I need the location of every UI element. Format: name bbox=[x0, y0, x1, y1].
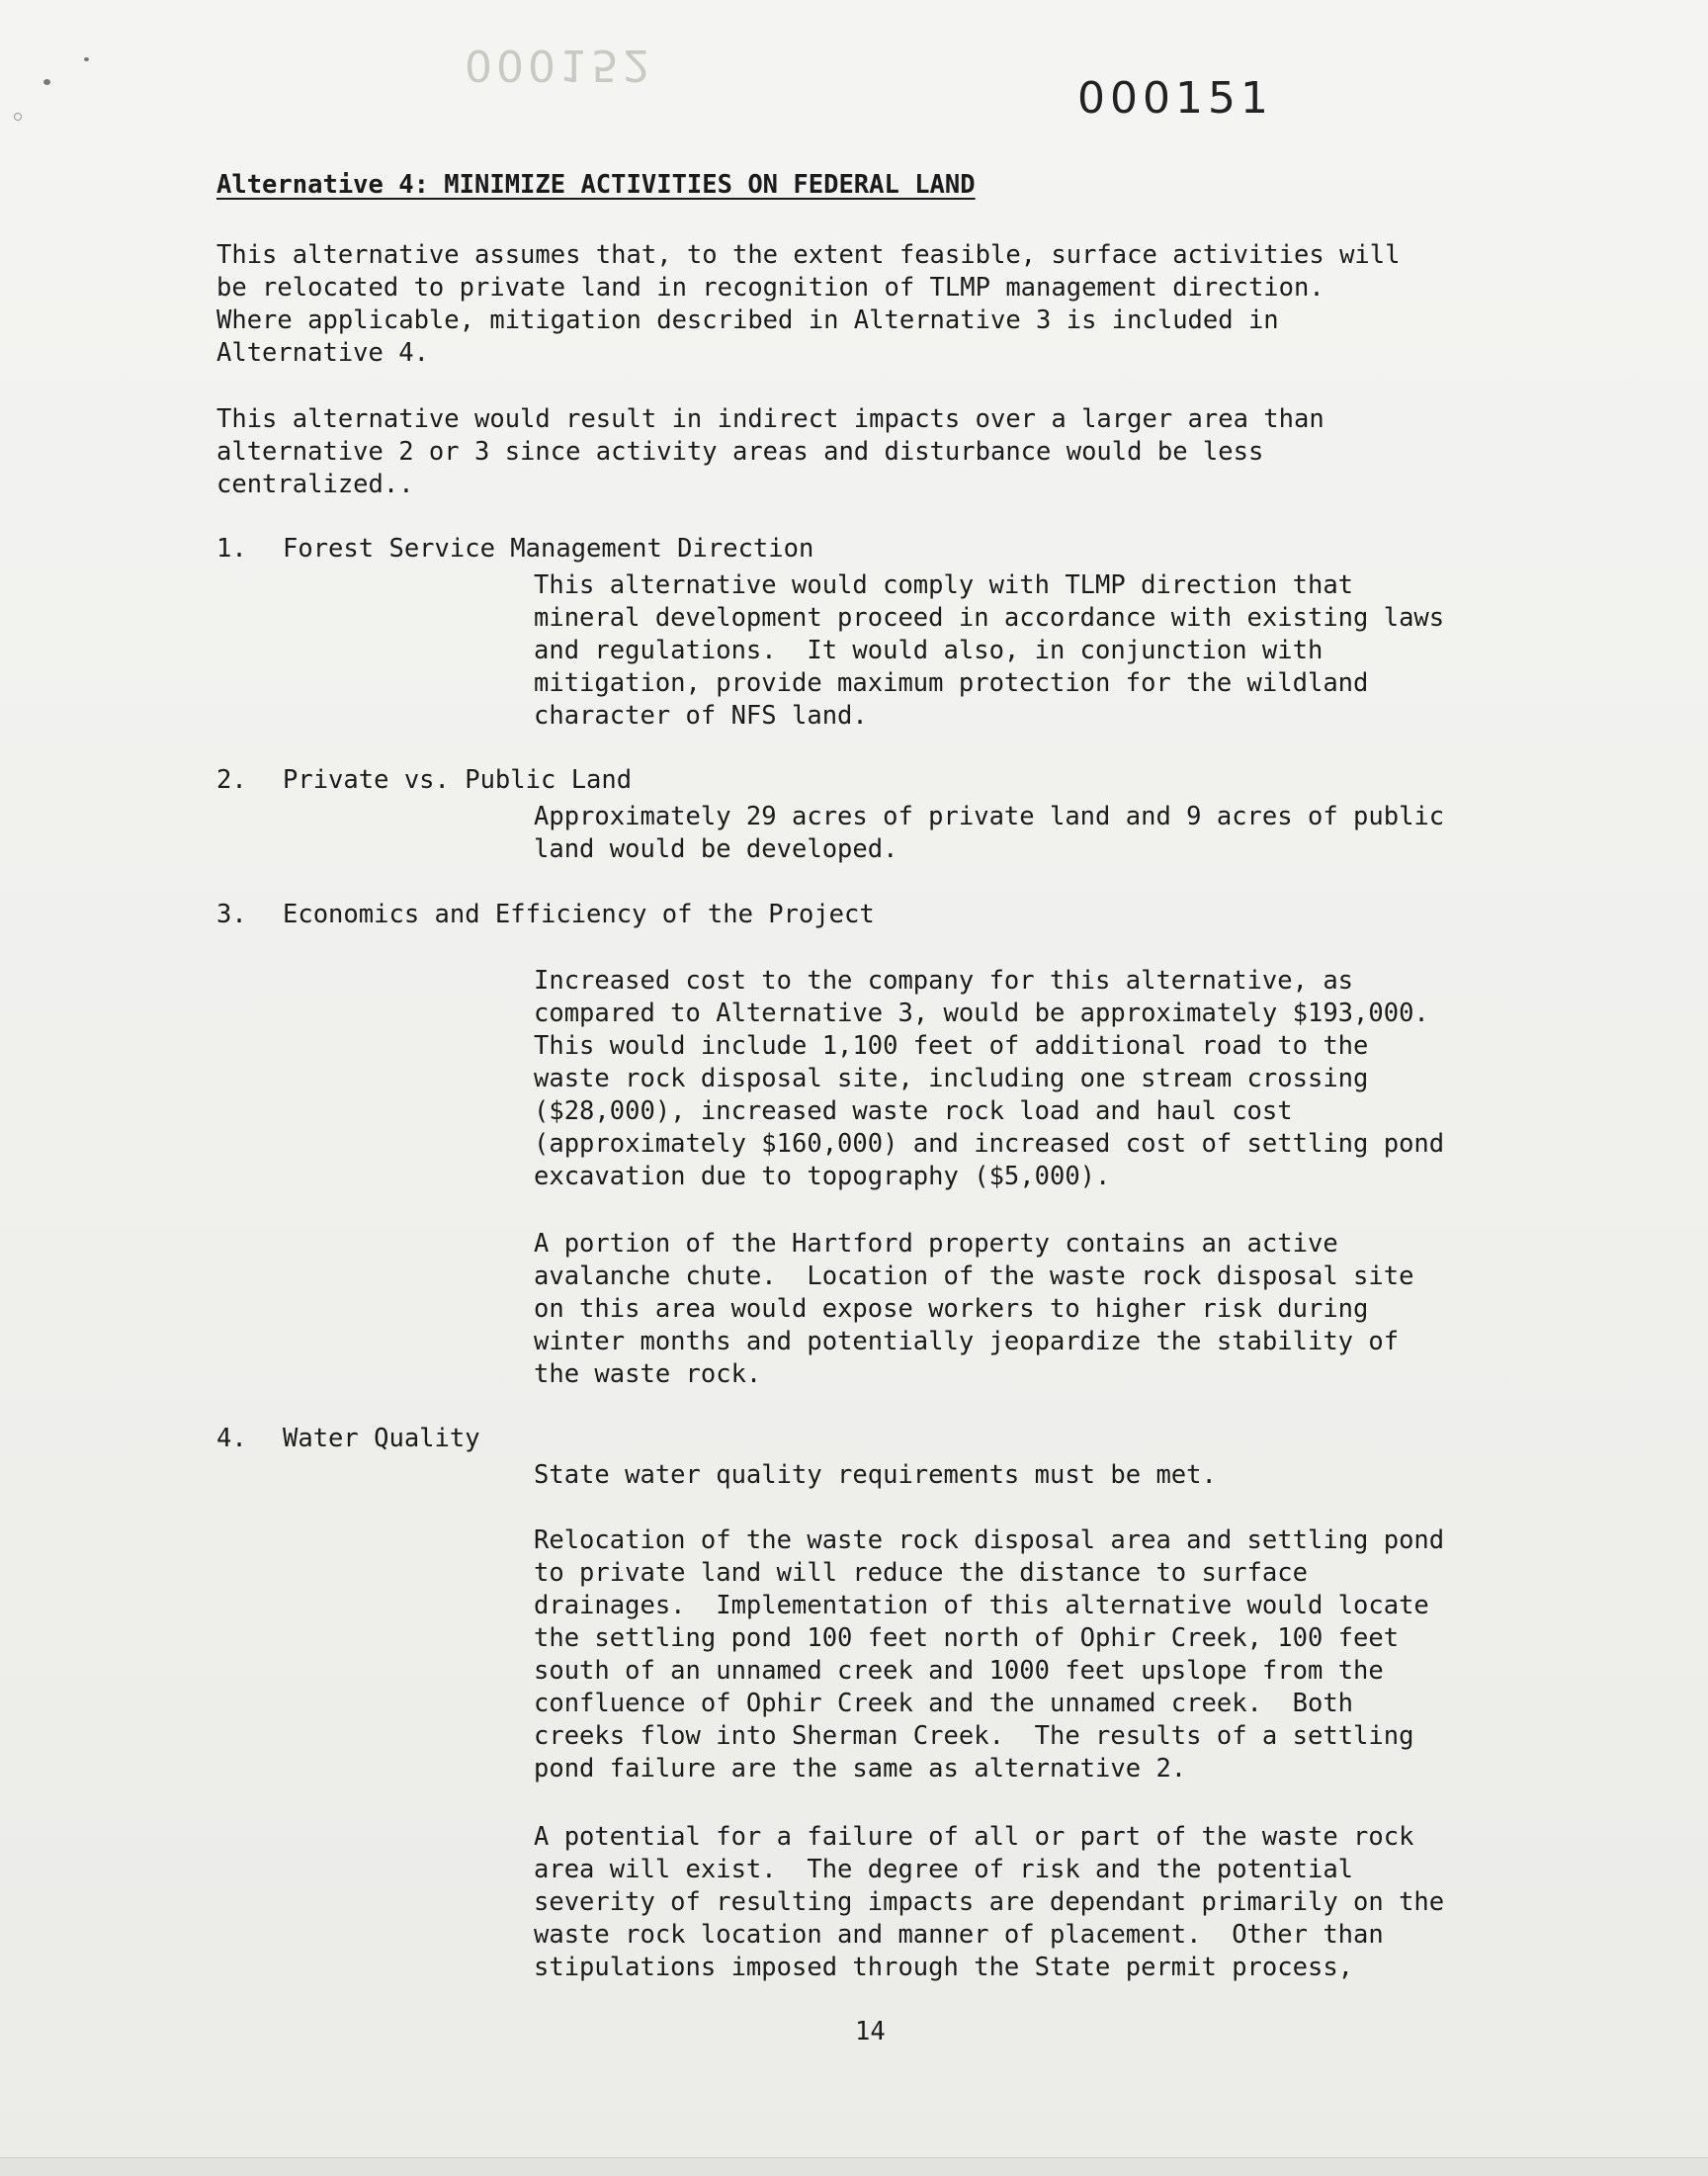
intro-paragraph: This alternative would result in indirect impacts over a larger area than alternative 2 or 3 since activity areas and disturbance would be less centralized.. bbox=[216, 404, 1324, 499]
section-paragraph: A potential for a failure of all or part of the waste rock area will exist. The degree of risk and the potential severity of resulting impacts are dependant primarily on the waste rock location and manner of placement. Other than stipulations imposed through the State permit process, bbox=[534, 1822, 1445, 1982]
section-number: 1. bbox=[216, 534, 247, 564]
section-number: 3. bbox=[216, 900, 247, 929]
page-number: 14 bbox=[855, 2017, 886, 2046]
section-title: Water Quality bbox=[283, 1424, 480, 1453]
section-heading: Alternative 4: MINIMIZE ACTIVITIES ON FEDERAL LAND bbox=[216, 170, 976, 200]
section-paragraph: Increased cost to the company for this alternative, as compared to Alternative 3, would be approximately $193,000. This would include 1,100 feet of additional road to the waste rock disposal site, including one stream crossing ($28,000), increased waste rock load and haul cost (approximately $160,000) and increased cost of settling pond excavation due to topography ($5,000). bbox=[534, 966, 1445, 1191]
section-number: 2. bbox=[216, 765, 247, 795]
section-title: Economics and Efficiency of the Project bbox=[283, 900, 875, 929]
scan-bottom-edge bbox=[0, 2157, 1708, 2176]
section-paragraph: Approximately 29 acres of private land and 9 acres of public land would be developed. bbox=[534, 802, 1445, 864]
bates-stamp: 000151 bbox=[1077, 73, 1273, 124]
scan-speck bbox=[84, 57, 89, 61]
intro-paragraph: This alternative assumes that, to the extent feasible, surface activities will be relocated to private land in recognition of TLMP management direction. Where applicable, mitigation described in Alternative 3 is included in Alternative 4. bbox=[216, 240, 1401, 368]
faded-bates-stamp: 000152 bbox=[465, 40, 654, 90]
section-paragraph: A portion of the Hartford property contains an active avalanche chute. Location of the waste rock disposal site on this area would expose workers to higher risk during winter months and potentially jeopardize the stability of the waste rock. bbox=[534, 1229, 1414, 1389]
scan-speck bbox=[14, 113, 22, 121]
scan-speck bbox=[43, 79, 50, 85]
section-paragraph: State water quality requirements must be met. bbox=[534, 1460, 1217, 1490]
section-title: Forest Service Management Direction bbox=[283, 534, 814, 564]
section-title: Private vs. Public Land bbox=[283, 765, 633, 795]
section-paragraph: Relocation of the waste rock disposal area and settling pond to private land will reduce the distance to surface drainages. Implementation of this alternative would locate the settling pond 100 feet north of Ophir Creek, 100 feet south of an unnamed creek and 1000 feet upslope from the confluence of Ophir Creek and the unnamed creek. Both creeks flow into Sherman Creek. The results of a settling pond failure are the same as alternative 2. bbox=[534, 1525, 1445, 1784]
section-paragraph: This alternative would comply with TLMP direction that mineral development proceed in accordance with existing laws and regulations. It would also, in conjunction with mitigation, provide maximum protection for the wildland character of NFS land. bbox=[534, 570, 1445, 731]
section-number: 4. bbox=[216, 1424, 247, 1453]
